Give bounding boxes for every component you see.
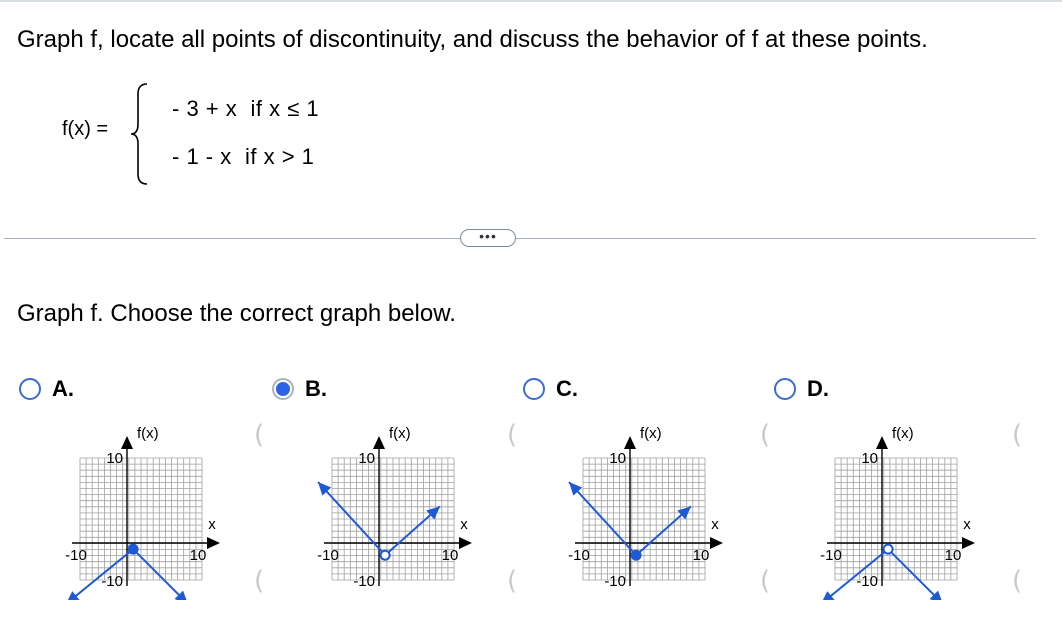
- graph-d-tick-left: -10: [820, 547, 842, 564]
- section-divider: [4, 238, 1036, 239]
- graph-b-grid: [332, 458, 454, 580]
- graph-d-open-point: [884, 545, 893, 554]
- graph-a-y-axis-arrow: [121, 436, 133, 449]
- graph-a-tick-top: 10: [106, 450, 123, 467]
- radio-b-selected-dot: [276, 382, 290, 396]
- graph-a-tick-left: -10: [65, 547, 87, 564]
- graph-a-x-axis-arrow: [207, 537, 220, 549]
- graph-a-right-paren-bottom: (: [254, 566, 265, 596]
- graph-d-x-label: x: [963, 516, 971, 533]
- expand-more-button[interactable]: •••: [460, 229, 516, 247]
- graph-b-open-point: [381, 551, 390, 560]
- option-b-label: B.: [305, 376, 327, 401]
- option-d-label: D.: [807, 376, 829, 401]
- graph-d-tick-top: 10: [861, 450, 878, 467]
- case-1-condition: if x ≤ 1: [250, 96, 320, 121]
- function-label: f(x) =: [62, 118, 109, 140]
- case-1-expression: - 3 + x: [172, 96, 238, 121]
- graph-d-tick-right: 10: [944, 547, 962, 564]
- graph-b-right-paren-top: (: [507, 420, 518, 450]
- graph-b-x-axis-arrow: [459, 537, 472, 549]
- graph-a-grid: [80, 458, 202, 580]
- question-prompt: Graph f, locate all points of discontinuity, and discuss the behavior of f at these points.: [17, 26, 928, 53]
- radio-c[interactable]: [523, 378, 545, 400]
- graph-a-y-label: f(x): [137, 425, 159, 442]
- option-a-label: A.: [52, 376, 74, 401]
- piecewise-case-1: [172, 96, 319, 122]
- graph-c-y-axis-arrow: [624, 436, 636, 449]
- graph-c-right-paren-bottom: (: [760, 566, 771, 596]
- graph-b-tick-right: 10: [441, 547, 459, 564]
- graph-c-tick-left: -10: [568, 547, 590, 564]
- graph-d-y-axis-arrow: [876, 436, 888, 449]
- radio-d[interactable]: [774, 378, 796, 400]
- option-d[interactable]: [774, 376, 829, 402]
- graph-b-y-axis-arrow: [373, 436, 385, 449]
- graph-b-right-paren-bottom: (: [507, 566, 518, 596]
- graph-c-right-paren-top: (: [760, 420, 771, 450]
- graph-d-right-paren-bottom: (: [1012, 566, 1023, 596]
- case-2-condition: if x > 1: [244, 144, 315, 169]
- graph-b-tick-bottom: -10: [353, 573, 375, 590]
- graph-a-tick-right: 10: [189, 547, 207, 564]
- graph-c-y-label: f(x): [640, 425, 662, 442]
- graph-b-y-label: f(x): [389, 425, 411, 442]
- option-c-label: C.: [556, 376, 578, 401]
- graph-d-right-paren-top: (: [1012, 420, 1023, 450]
- graph-c-closed-point: [632, 551, 641, 560]
- graph-option-d[interactable]: [811, 420, 1001, 600]
- graph-d-x-axis-arrow: [962, 537, 975, 549]
- graph-a-closed-point: [129, 545, 138, 554]
- graph-a-tick-bottom: -10: [101, 573, 123, 590]
- graph-c-x-label: x: [711, 516, 719, 533]
- option-c[interactable]: [523, 376, 578, 402]
- radio-b[interactable]: [272, 378, 294, 400]
- graph-d-tick-bottom: -10: [856, 573, 878, 590]
- graph-b-tick-left: -10: [317, 547, 339, 564]
- graph-c-tick-top: 10: [609, 450, 626, 467]
- option-a[interactable]: [19, 376, 74, 402]
- graph-c-grid: [583, 458, 705, 580]
- radio-a[interactable]: [19, 378, 41, 400]
- graph-option-a[interactable]: [56, 420, 246, 600]
- graph-c-x-axis-arrow: [710, 537, 723, 549]
- option-b[interactable]: [272, 376, 327, 402]
- sub-prompt: Graph f. Choose the correct graph below.: [17, 300, 456, 327]
- case-2-expression: - 1 - x: [172, 144, 232, 169]
- graph-b-tick-top: 10: [358, 450, 375, 467]
- graph-option-c[interactable]: [559, 420, 749, 600]
- graph-a-x-label: x: [208, 516, 216, 533]
- graph-d-y-label: f(x): [892, 425, 914, 442]
- graph-c-tick-right: 10: [692, 547, 710, 564]
- piecewise-case-2: [172, 144, 314, 170]
- top-border: [0, 0, 1062, 2]
- graph-c-tick-bottom: -10: [604, 573, 626, 590]
- graph-d-grid: [835, 458, 957, 580]
- piecewise-brace: [128, 80, 150, 188]
- graph-option-b[interactable]: [308, 420, 498, 600]
- graph-a-right-paren-top: (: [254, 420, 265, 450]
- graph-b-x-label: x: [460, 516, 468, 533]
